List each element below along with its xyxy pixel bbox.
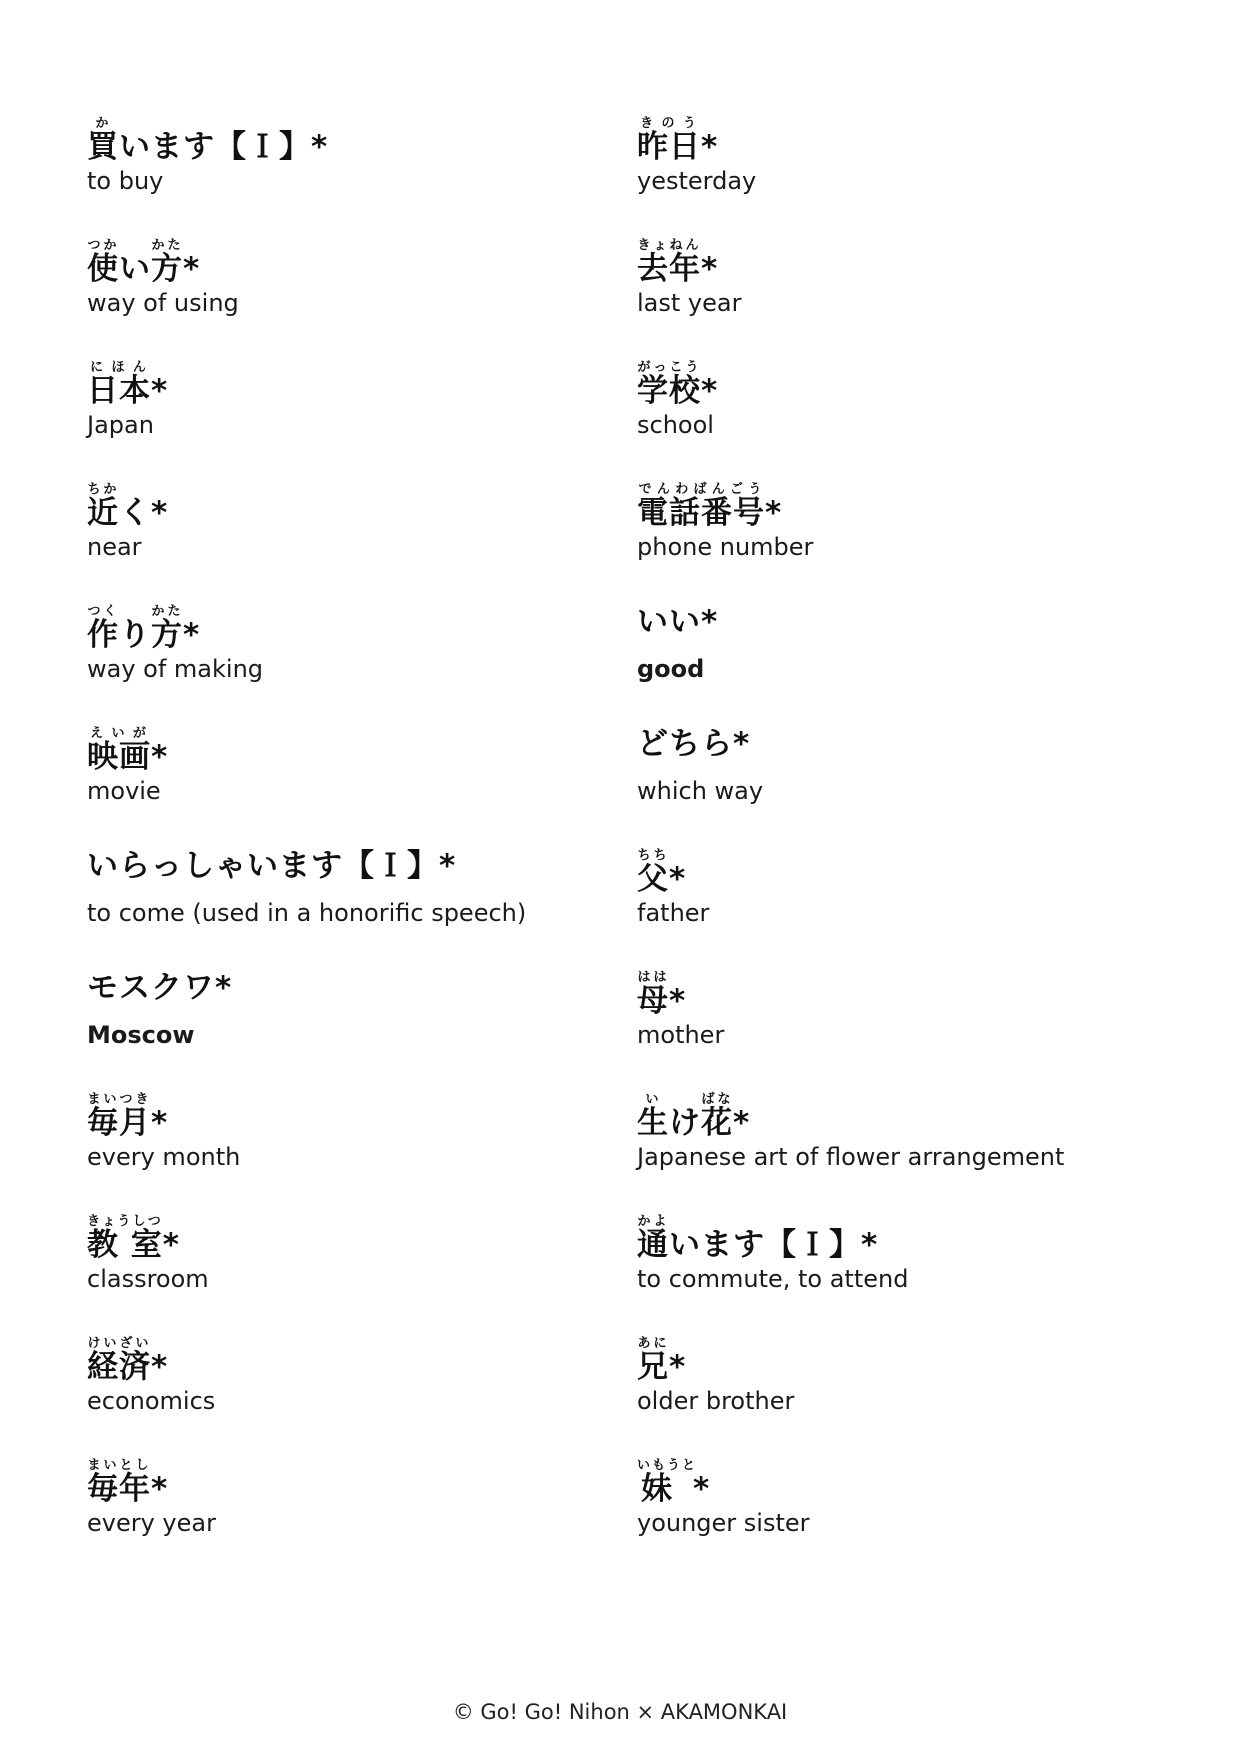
vocab-word [637, 1458, 710, 1507]
kanji-base: 毎年 [87, 1471, 151, 1507]
kanji-base: 去年 [637, 251, 701, 287]
kanji-base: 買 [87, 129, 119, 165]
vocab-word [87, 1458, 168, 1507]
kanji-base: 方 [151, 251, 183, 287]
vocab-meaning: way of using [87, 289, 239, 317]
furigana-reading: がっこう [637, 360, 701, 375]
vocab-entry [637, 1316, 1157, 1438]
furigana-ruby [87, 1092, 151, 1141]
furigana-ruby [637, 1336, 669, 1385]
furigana-ruby [87, 238, 119, 287]
furigana-ruby [637, 116, 701, 165]
vocab-word [637, 116, 718, 165]
kanji-base: 近 [87, 495, 119, 531]
vocab-entry [87, 1438, 607, 1560]
vocab-entry [87, 218, 607, 340]
vocab-word [87, 726, 168, 775]
furigana-ruby [87, 482, 119, 531]
vocab-entry [637, 1194, 1157, 1316]
vocab-word [637, 604, 718, 640]
vocab-entry [87, 950, 607, 1072]
word-suffix: * [151, 373, 169, 409]
vocab-meaning: good [637, 655, 705, 683]
furigana-reading: かた [151, 604, 183, 619]
vocab-meaning: classroom [87, 1265, 209, 1293]
vocab-word [637, 482, 782, 531]
furigana-reading: つく [87, 604, 119, 619]
vocab-meaning: father [637, 899, 710, 927]
vocab-word [87, 604, 200, 653]
vocab-word [87, 970, 232, 1006]
kanji-base: 日本 [87, 373, 151, 409]
word-suffix: * [701, 373, 719, 409]
word-okurigana: り [119, 617, 151, 653]
vocab-meaning: way of making [87, 655, 264, 683]
vocab-word [637, 1214, 878, 1263]
furigana-reading: かよ [637, 1214, 669, 1229]
word-suffix: * [151, 1349, 169, 1385]
word-suffix: * [765, 495, 783, 531]
kanji-base: 経済 [87, 1349, 151, 1385]
furigana-reading: ばな [701, 1092, 733, 1107]
kanji-base: 電話番号 [637, 495, 765, 531]
vocab-entry [87, 462, 607, 584]
word-suffix: * [692, 1471, 711, 1507]
word-suffix: います【Ｉ】* [119, 129, 329, 165]
vocab-meaning: mother [637, 1021, 725, 1049]
kanji-base: 使 [87, 251, 119, 287]
furigana-reading: にほん [87, 360, 151, 375]
vocab-word [87, 1092, 168, 1141]
furigana-ruby [87, 1214, 163, 1263]
vocab-meaning: Japanese art of flower arrangement [637, 1143, 1065, 1171]
vocab-meaning: younger sister [637, 1509, 810, 1537]
vocab-word [87, 1336, 168, 1385]
kanji-base: 方 [151, 617, 183, 653]
furigana-reading: い [637, 1092, 669, 1107]
kanji-base: 映画 [87, 739, 151, 775]
kanji-base: 通 [637, 1227, 669, 1263]
word-okurigana: い [119, 251, 151, 287]
vocab-entry [637, 96, 1157, 218]
furigana-ruby [637, 970, 669, 1019]
word-text: モスクワ* [87, 970, 233, 1006]
vocab-entry [87, 706, 607, 828]
furigana-reading: つか [87, 238, 119, 253]
furigana-reading: かた [151, 238, 183, 253]
vocab-entry [637, 584, 1157, 706]
kanji-base: 昨日 [637, 129, 701, 165]
kanji-base: 兄 [637, 1349, 669, 1385]
vocab-meaning: economics [87, 1387, 216, 1415]
vocab-word [87, 360, 168, 409]
vocab-meaning: which way [637, 777, 764, 805]
vocab-meaning: yesterday [637, 167, 757, 195]
vocab-entry [637, 1438, 1157, 1560]
vocab-meaning: every year [87, 1509, 216, 1537]
furigana-ruby [87, 1336, 151, 1385]
kanji-base: 学校 [637, 373, 701, 409]
word-suffix: * [183, 251, 201, 287]
vocab-entry [87, 96, 607, 218]
word-suffix: * [669, 983, 687, 1019]
word-suffix: * [669, 861, 687, 897]
vocab-entry [87, 1072, 607, 1194]
furigana-ruby [637, 482, 765, 531]
vocab-word [637, 726, 750, 762]
vocab-word [637, 1092, 750, 1141]
furigana-reading: きのう [637, 116, 701, 131]
kanji-base: 花 [701, 1105, 733, 1141]
vocab-entry [87, 828, 607, 950]
vocab-word [87, 848, 456, 884]
kanji-base: 作 [87, 617, 119, 653]
furigana-ruby [87, 726, 151, 775]
furigana-ruby [637, 1458, 698, 1507]
furigana-reading: まいつき [87, 1092, 151, 1107]
vocab-meaning: school [637, 411, 714, 439]
word-suffix: く* [119, 495, 169, 531]
vocab-entry [637, 828, 1157, 950]
kanji-base: 教 室 [87, 1227, 163, 1263]
furigana-ruby [637, 848, 669, 897]
word-suffix: * [701, 129, 719, 165]
vocab-meaning: Moscow [87, 1021, 195, 1049]
furigana-ruby [637, 1092, 669, 1141]
furigana-reading: はは [637, 970, 669, 985]
furigana-ruby [637, 238, 701, 287]
furigana-reading: ちち [637, 848, 669, 863]
vocab-meaning: every month [87, 1143, 241, 1171]
vocab-meaning: phone number [637, 533, 814, 561]
word-text: どちら* [637, 726, 751, 762]
vocab-word [637, 970, 686, 1019]
vocab-entry [87, 584, 607, 706]
vocab-meaning: near [87, 533, 142, 561]
word-suffix: * [151, 1105, 169, 1141]
vocab-entry [637, 218, 1157, 340]
word-suffix: * [701, 251, 719, 287]
furigana-reading: ちか [87, 482, 119, 497]
vocab-word [637, 848, 686, 897]
vocab-meaning: older brother [637, 1387, 795, 1415]
left-vocab-column [87, 96, 607, 1560]
furigana-ruby [87, 1458, 151, 1507]
vocab-meaning: to come (used in a honorific speech) [87, 899, 527, 927]
vocab-word [637, 1336, 686, 1385]
furigana-reading: えいが [87, 726, 151, 741]
copyright-footer: © Go! Go! Nihon × AKAMONKAI [452, 1700, 788, 1724]
word-suffix: * [733, 1105, 751, 1141]
vocab-meaning: movie [87, 777, 161, 805]
furigana-ruby [87, 116, 119, 165]
word-suffix: * [151, 739, 169, 775]
word-suffix: * [151, 1471, 169, 1507]
furigana-reading: あに [637, 1336, 669, 1351]
word-suffix: * [669, 1349, 687, 1385]
furigana-ruby [151, 238, 183, 287]
furigana-ruby [151, 604, 183, 653]
word-suffix: * [183, 617, 201, 653]
vocab-entry [87, 1316, 607, 1438]
vocab-entry [637, 706, 1157, 828]
vocab-word [637, 238, 718, 287]
furigana-ruby [637, 360, 701, 409]
furigana-ruby [701, 1092, 733, 1141]
kanji-base: 母 [637, 983, 669, 1019]
furigana-reading: きょねん [637, 238, 701, 253]
vocab-entry [637, 1072, 1157, 1194]
word-suffix: います【Ｉ】* [669, 1227, 879, 1263]
word-text: いい* [637, 604, 719, 640]
vocab-entry [637, 340, 1157, 462]
vocab-entry [87, 1194, 607, 1316]
vocab-entry [637, 950, 1157, 1072]
vocab-meaning: to buy [87, 167, 164, 195]
furigana-reading: でんわばんごう [637, 482, 765, 497]
furigana-ruby [637, 1214, 669, 1263]
vocab-word [87, 1214, 180, 1263]
vocab-word [637, 360, 718, 409]
vocab-entry [637, 462, 1157, 584]
vocab-word [87, 238, 200, 287]
furigana-reading: いもうと [637, 1458, 698, 1473]
right-vocab-column [637, 96, 1157, 1560]
vocab-word [87, 482, 168, 531]
vocab-word [87, 116, 328, 165]
vocab-meaning: Japan [87, 411, 154, 439]
word-suffix: * [162, 1227, 181, 1263]
furigana-reading: きょうしつ [87, 1214, 163, 1229]
vocab-meaning: to commute, to attend [637, 1265, 909, 1293]
vocab-entry [87, 340, 607, 462]
word-okurigana: け [669, 1105, 701, 1141]
vocab-meaning: last year [637, 289, 742, 317]
kanji-base: 父 [637, 861, 669, 897]
kanji-base: 毎月 [87, 1105, 151, 1141]
furigana-ruby [87, 360, 151, 409]
kanji-base: 生 [637, 1105, 669, 1141]
word-text: いらっしゃいます【Ｉ】* [87, 848, 457, 884]
kanji-base: 妹 [637, 1471, 697, 1507]
furigana-reading: か [87, 116, 119, 131]
furigana-reading: まいとし [87, 1458, 151, 1473]
furigana-ruby [87, 604, 119, 653]
furigana-reading: けいざい [87, 1336, 151, 1351]
